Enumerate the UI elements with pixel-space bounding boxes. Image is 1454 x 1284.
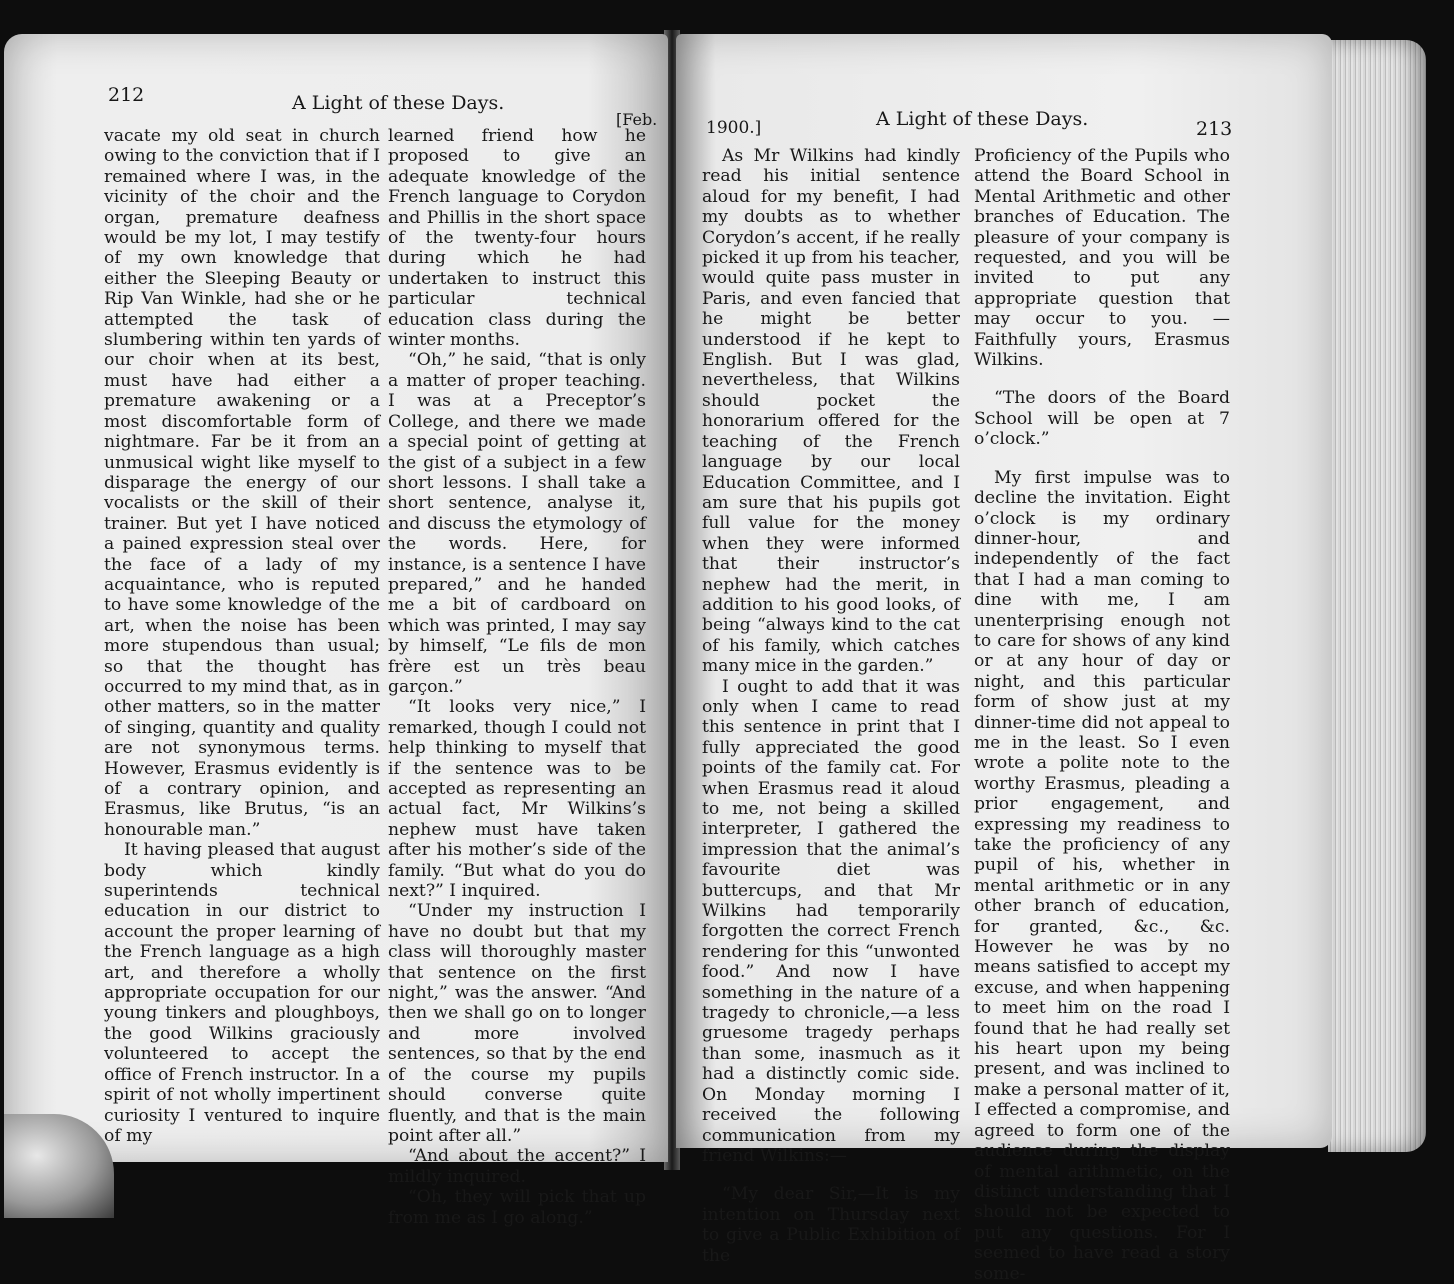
thumb	[4, 1114, 114, 1218]
left-running-title: A Light of these Days.	[292, 92, 505, 114]
letter-opening: “My dear Sir,—It is my intention on Thursday next to give a Public Exhibition of the	[702, 1184, 960, 1266]
paragraph: “Oh, they will pick that up from me as I go along.”	[388, 1187, 646, 1228]
right-column-2	[974, 146, 1230, 1284]
right-page	[676, 34, 1332, 1284]
left-column-2	[388, 126, 646, 1228]
page-edges	[1328, 40, 1426, 1152]
paragraph: It having pleased that august body which kindly superintends technical education in our district to account the proper learning of the French language as a high art, and therefore a wholly appropriate occupation for our young tinkers and ploughboys, the good Wilkins graciously volunteered to accept the office of French instructor. In a spirit of not wholly impertinent curiosity I ventured to inquire of my	[104, 840, 380, 1146]
paragraph: “It looks very nice,” I remarked, though I could not help thinking to myself that if the sentence was to be accepted as representing an actual fact, Mr Wilkins’s nephew must have taken after his mother’s side of the family. “But what do you do next?” I inquired.	[388, 697, 646, 902]
paragraph: “And about the accent?” I mildly inquired.	[388, 1146, 646, 1187]
right-running-title: A Light of these Days.	[876, 108, 1089, 130]
right-date-marker: 1900.]	[706, 118, 762, 138]
paragraph: vacate my old seat in church owing to the conviction that if I remained where I was, in the vicinity of the choir and the organ, premature deafness would be my lot, I may testify of my own knowledge that either the Sleeping Beauty or Rip Van Winkle, had she or he attempted the task of slumbering within ten yards of our choir when at its best, must have had either a premature awakening or a most discomfortable form of nightmare. Far be it from an unmusical wight like myself to disparage the energy of our vocalists or the skill of their trainer. But yet I have noticed a pained expression steal over the face of a lady of my acquaintance, who is reputed to have some knowledge of the art, when the noise has been more stupendous than usual; so that the thought has occurred to my mind that, as in other matters, so in the matter of singing, quantity and quality are not synonymous terms. However, Erasmus evidently is of a contrary opinion, and Erasmus, like Brutus, “is an honourable man.”	[104, 126, 380, 840]
right-page-number: 213	[1196, 118, 1233, 140]
paragraph: learned friend how he proposed to give an adequate knowledge of the French language to Corydon and Phillis in the short space of the twenty-four hours during which he had undertaken to instruct this particular technical education class during the winter months.	[388, 126, 646, 351]
paragraph: As Mr Wilkins had kindly read his initial sentence aloud for my benefit, I had my doubts as to whether Corydon’s accent, if he really picked it up from his teacher, would quite pass muster in Paris, and even fancied that he might be better understood if he kept to English. But I was glad, nevertheless, that Wilkins should pocket the honorarium offered for the teaching of the French language by our local Education Committee, and I am sure that his pupils got full value for the money when they were informed that their instructor’s nephew had the merit, in addition to his good looks, of being “always kind to the cat of his family, which catches many mice in the garden.”	[702, 146, 960, 677]
right-column-1	[702, 146, 960, 1266]
paragraph: “Under my instruction I have no doubt but that my class will thoroughly master that sentence on the first night,” was the answer. “And then we shall go on to longer and more involved sentences, so that by the end of the course my pupils should converse quite fluently, and that is the main point after all.”	[388, 901, 646, 1146]
paragraph: My first impulse was to decline the invitation. Eight o’clock is my ordinary dinner-hour, and independently of the fact that I had a man coming to dine with me, I am unenterprising enough not to care for shows of any kind or at any hour of day or night, and this particular form of show just at my dinner-time did not appeal to me in the least. So I even wrote a polite note to the worthy Erasmus, pleading a prior engagement, and expressing my readiness to take the proficiency of any pupil of his, whether in mental arithmetic or in any other branch of education, for granted, &c., &c. However he was by no means satisfied to accept my excuse, and when happening to meet him on the road I found that he had really set his heart upon my being present, and was inclined to make a personal matter of it, I effected a compromise, and agreed to form one of the audience during the display of mental arithmetic, on the distinct understanding that I should not be expected to put any questions. For I seemed to have read a story some-	[974, 467, 1230, 1284]
left-page	[4, 34, 668, 1228]
letter-postscript: “The doors of the Board School will be open at 7 o’clock.”	[974, 388, 1230, 450]
left-column-1	[104, 126, 380, 1146]
left-date-marker: [Feb.	[616, 110, 658, 129]
left-page-number: 212	[108, 84, 145, 106]
paragraph: I ought to add that it was only when I came to read this sentence in print that I fully appreciated the good points of the family cat. For when Erasmus read it aloud to me, not being a skilled interpreter, I gathered the impression that the animal’s favourite diet was buttercups, and that Mr Wilkins had temporarily forgotten the correct French rendering for this “unwonted food.” And now I have something in the nature of a tragedy to chronicle,—a less gruesome tragedy perhaps than some, inasmuch as it had a distinctly comic side. On Monday morning I received the following communication from my friend Wilkins:—	[702, 676, 960, 1166]
letter-body: Proficiency of the Pupils who attend the Board School in Mental Arithmetic and other branches of Education. The pleasure of your company is requested, and you will be invited to put any appropriate question that may occur to you. —Faithfully yours, Erasmus Wilkins.	[974, 146, 1230, 371]
paragraph: “Oh,” he said, “that is only a matter of proper teaching. I was at a Preceptor’s College, and there we made a special point of getting at the gist of a subject in a few short lessons. I shall take a short sentence, analyse it, and discuss the etymology of the words. Here, for instance, is a sentence I have prepared,” and he handed me a bit of cardboard on which was printed, I may say by himself, “Le fils de mon frère est un très beau garçon.”	[388, 350, 646, 697]
